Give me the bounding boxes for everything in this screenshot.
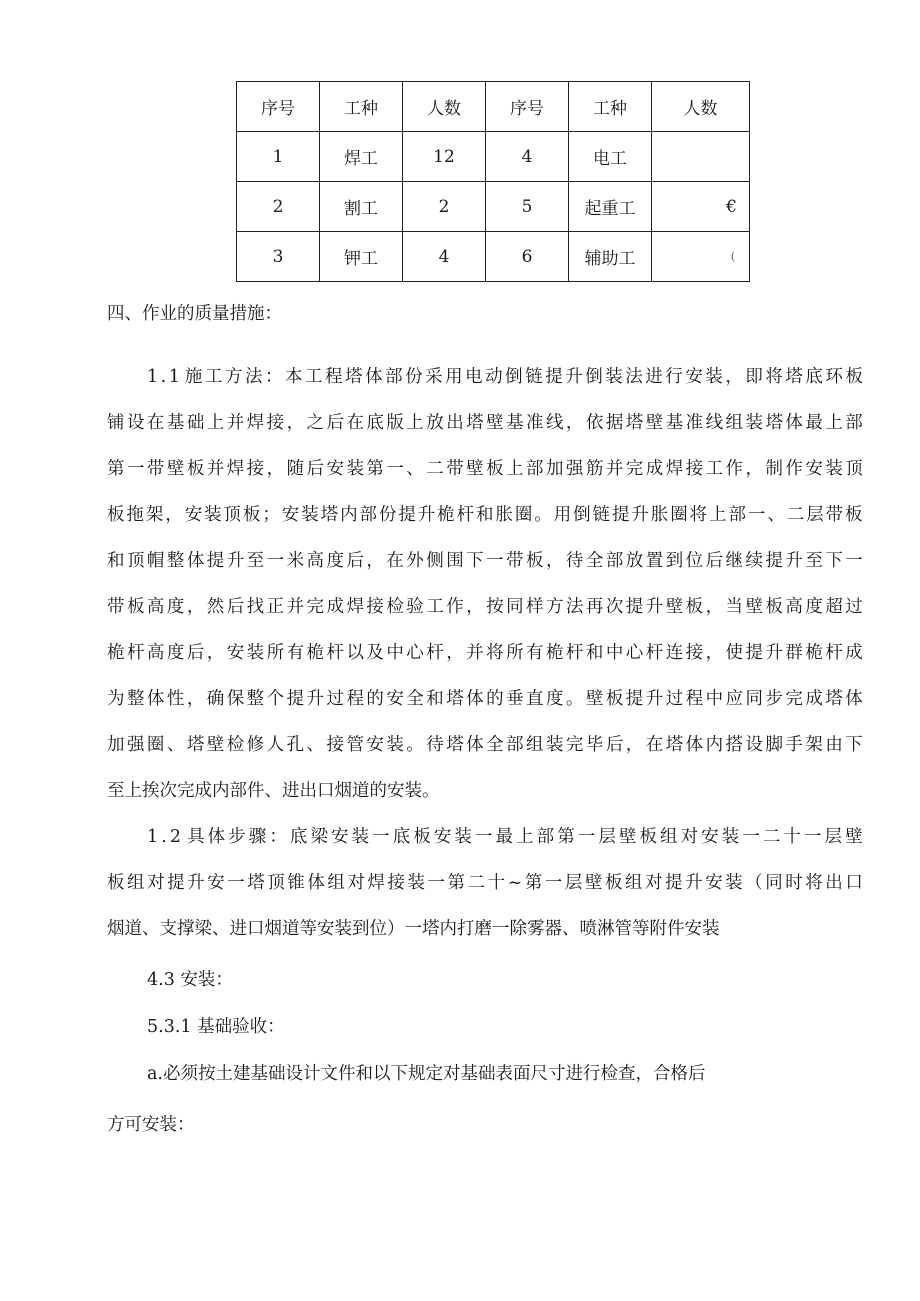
header-cell: 序号 [486, 82, 569, 132]
paragraph-line: 1 . 2 具 体 步 骤 ： 底 梁 安 装 一 底 板 安 装 一 最 上 部 第 一 层 壁 板 组 对 安 装 一 二 十 一 层 壁 [147, 827, 863, 847]
header-cell: 人数 [652, 82, 750, 132]
subheading-5-3-1: 5.3.1 基础验收： [147, 1017, 285, 1037]
paragraph-line: 铺 设 在 基 础 上 并 焊 接 ， 之 后 在 底 版 上 放 出 塔 壁 基 准 线 ， 依 据 塔 壁 基 准 线 组 装 塔 体 最 上 部 [107, 413, 863, 433]
table-cell: 割工 [320, 182, 403, 232]
table-cell: 电工 [569, 132, 652, 182]
table-cell: 12 [403, 132, 486, 182]
table-cell: 辅助工 [569, 232, 652, 282]
table-row [237, 182, 750, 232]
table-row [237, 132, 750, 182]
paragraph-line: 为 整 体 性 ， 确 保 整 个 提 升 过 程 的 安 全 和 塔 体 的 垂 直 度 。 壁 板 提 升 过 程 中 应 同 步 完 成 塔 体 [107, 689, 863, 709]
table-cell: 4 [403, 232, 486, 282]
header-cell: 人数 [403, 82, 486, 132]
paragraph-a-line-1: a.必须按土建基础设计文件和以下规定对基础表面尺寸进行检查，合格后 [147, 1064, 706, 1084]
table-cell: 2 [403, 182, 486, 232]
table-cell: 3 [237, 232, 320, 282]
table-cell: 起重工 [569, 182, 652, 232]
paragraph-line: 烟道、支撑梁、进口烟道等安装到位）一塔内打磨一除雾器、喷淋管等附件安装 [107, 919, 720, 939]
table-cell: 2 [237, 182, 320, 232]
paragraph-line: 加 强 圈 、 塔 壁 检 修 人 孔 、 接 管 安 装 。 待 塔 体 全 部 组 装 完 毕 后 ， 在 塔 体 内 搭 设 脚 手 架 由 下 [107, 735, 863, 755]
table-cell: ( [652, 232, 750, 282]
header-cell: 工种 [569, 82, 652, 132]
table-row [237, 232, 750, 282]
paragraph-line: 和 顶 帽 整 体 提 升 至 一 米 高 度 后 ， 在 外 侧 围 下 一 带 板 ， 待 全 部 放 置 到 位 后 继 续 提 升 至 下 一 [107, 551, 863, 571]
paragraph-line: 桅 杆 高 度 后 ， 安 装 所 有 桅 杆 以 及 中 心 杆 ， 并 将 所 有 桅 杆 和 中 心 杆 连 接 ， 使 提 升 群 桅 杆 成 [107, 643, 863, 663]
table-cell: 1 [237, 132, 320, 182]
table-cell: 6 [486, 232, 569, 282]
table-cell: 钾工 [320, 232, 403, 282]
paragraph-line: 板 组 对 提 升 安 一 塔 顶 锥 体 组 对 焊 接 装 一 第 二 十 ~ 第 一 层 壁 板 组 对 提 升 安 装 （ 同 时 将 出 口 [107, 873, 863, 893]
table-cell: 4 [486, 132, 569, 182]
header-cell: 工种 [320, 82, 403, 132]
paragraph-line: 第 一 带 壁 板 并 焊 接 ， 随 后 安 装 第 一 、 二 带 壁 板 上 部 加 强 筋 并 完 成 焊 接 工 作 ， 制 作 安 装 顶 [107, 459, 863, 479]
paragraph-a-line-2: 方可安装： [107, 1115, 195, 1135]
paragraph-line: 至上挨次完成内部件、进出口烟道的安装。 [107, 781, 440, 801]
subheading-4-3: 4.3 安装： [147, 970, 233, 990]
section-heading: 四、作业的质量措施： [107, 304, 282, 324]
personnel-table [236, 81, 750, 282]
paragraph-1-2 [107, 826, 863, 964]
table-cell: 5 [486, 182, 569, 232]
table-header-row [237, 82, 750, 132]
table-cell: 焊工 [320, 132, 403, 182]
table-cell: € [652, 182, 750, 232]
paragraph-line: 1 . 1 施 工 方 法 ： 本 工 程 塔 体 部 份 采 用 电 动 倒 链 提 升 倒 装 法 进 行 安 装 ， 即 将 塔 底 环 板 [147, 367, 863, 387]
paragraph-1-1 [107, 366, 863, 826]
table-cell [652, 132, 750, 182]
paragraph-line: 板 拖 架 ， 安 装 顶 板 ； 安 装 塔 内 部 份 提 升 桅 杆 和 胀 圈 。 用 倒 链 提 升 胀 圈 将 上 部 一 、 二 层 带 板 [107, 505, 863, 525]
paragraph-line: 带 板 高 度 ， 然 后 找 正 并 完 成 焊 接 检 验 工 作 ， 按 同 样 方 法 再 次 提 升 壁 板 ， 当 壁 板 高 度 超 过 [107, 597, 863, 617]
header-cell: 序号 [237, 82, 320, 132]
